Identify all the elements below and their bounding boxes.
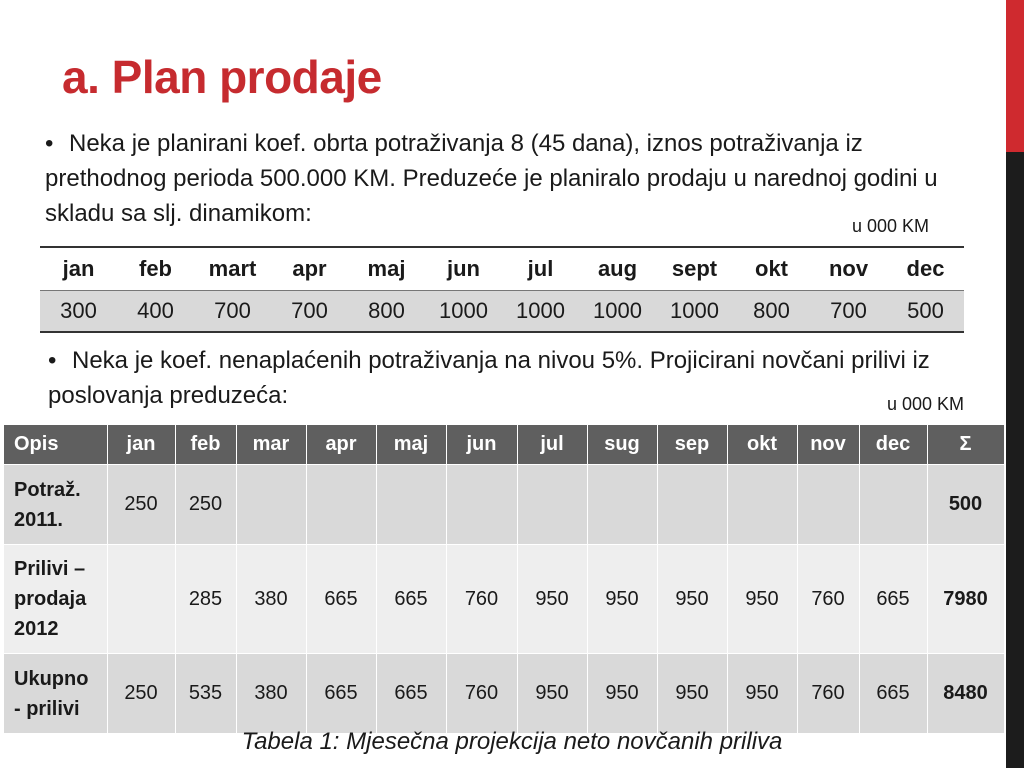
table-cell bbox=[446, 465, 517, 545]
sales-header-cell: mart bbox=[194, 247, 271, 291]
side-bar-accent bbox=[1006, 0, 1024, 152]
inflow-header-cell: maj bbox=[376, 425, 446, 465]
table-cell: 950 bbox=[727, 654, 797, 734]
table-cell: 665 bbox=[376, 545, 446, 654]
sales-header-cell: feb bbox=[117, 247, 194, 291]
table-cell: 760 bbox=[446, 545, 517, 654]
table-cell: 950 bbox=[517, 654, 587, 734]
inflow-header-cell: Opis bbox=[4, 425, 107, 465]
sales-value-cell: 1000 bbox=[656, 291, 733, 333]
table-cell: 950 bbox=[727, 545, 797, 654]
row-label: Prilivi – prodaja 2012 bbox=[4, 545, 107, 654]
bullet-2-text: Neka je koef. nenaplaćenih potraživanja na nivou 5%. Projicirani novčani prilivi iz poslovanja preduzeća: bbox=[48, 347, 930, 409]
table-cell: 250 bbox=[107, 465, 175, 545]
sales-value-cell: 800 bbox=[733, 291, 810, 333]
inflow-header-cell: mar bbox=[236, 425, 306, 465]
sales-header-cell: maj bbox=[348, 247, 425, 291]
sales-value-cell: 700 bbox=[810, 291, 887, 333]
row-total: 7980 bbox=[927, 545, 1004, 654]
sales-value-cell: 700 bbox=[194, 291, 271, 333]
table-cell bbox=[517, 465, 587, 545]
inflow-header-cell: sug bbox=[587, 425, 657, 465]
inflow-header-cell: jan bbox=[107, 425, 175, 465]
table-row bbox=[4, 654, 1004, 734]
table-cell bbox=[587, 465, 657, 545]
table-cell: 760 bbox=[446, 654, 517, 734]
sales-value-cell: 1000 bbox=[425, 291, 502, 333]
bullet-dot-icon: • bbox=[48, 347, 57, 374]
table-cell: 380 bbox=[236, 545, 306, 654]
table-cell: 950 bbox=[587, 545, 657, 654]
table-cell: 535 bbox=[175, 654, 236, 734]
sales-header-cell: nov bbox=[810, 247, 887, 291]
table-cell bbox=[107, 545, 175, 654]
row-total: 8480 bbox=[927, 654, 1004, 734]
inflow-header-cell: nov bbox=[797, 425, 859, 465]
table-cell bbox=[859, 465, 927, 545]
sales-header-row bbox=[40, 247, 964, 291]
sales-header-cell: jan bbox=[40, 247, 117, 291]
bullet-1-text: Neka je planirani koef. obrta potraživanja 8 (45 dana), iznos potraživanja iz prethodnog perioda 500.000 KM. Preduzeće je planiralo prodaju u narednoj godini u skladu sa slj. dinamikom: bbox=[45, 130, 938, 227]
table-cell: 760 bbox=[797, 545, 859, 654]
sales-value-cell: 1000 bbox=[579, 291, 656, 333]
inflow-header-cell: apr bbox=[306, 425, 376, 465]
sales-value-cell: 700 bbox=[271, 291, 348, 333]
inflow-header-row bbox=[4, 425, 1004, 465]
table-cell: 760 bbox=[797, 654, 859, 734]
sales-header-cell: okt bbox=[733, 247, 810, 291]
sales-header-cell: dec bbox=[887, 247, 964, 291]
cash-inflow-table bbox=[4, 425, 1005, 733]
table-cell: 665 bbox=[859, 654, 927, 734]
table-cell bbox=[797, 465, 859, 545]
table-cell: 950 bbox=[517, 545, 587, 654]
sales-value-cell: 800 bbox=[348, 291, 425, 333]
sales-header-cell: jul bbox=[502, 247, 579, 291]
table-row bbox=[4, 465, 1004, 545]
table-cell: 250 bbox=[107, 654, 175, 734]
table-cell: 950 bbox=[587, 654, 657, 734]
inflow-header-cell: Σ bbox=[927, 425, 1004, 465]
unit-note-2: u 000 KM bbox=[887, 394, 965, 414]
unit-note-1: u 000 KM bbox=[852, 216, 930, 236]
inflow-header-cell: jul bbox=[517, 425, 587, 465]
table-cell bbox=[657, 465, 727, 545]
row-label: Potraž. 2011. bbox=[4, 465, 107, 545]
table-cell bbox=[306, 465, 376, 545]
table-cell: 950 bbox=[657, 654, 727, 734]
sales-header-cell: apr bbox=[271, 247, 348, 291]
sales-value-cell: 400 bbox=[117, 291, 194, 333]
sales-value-cell: 500 bbox=[887, 291, 964, 333]
sales-value-row bbox=[40, 291, 964, 333]
table-cell: 665 bbox=[306, 654, 376, 734]
table-cell: 380 bbox=[236, 654, 306, 734]
bullet-text-2 bbox=[48, 343, 998, 413]
inflow-header-cell: feb bbox=[175, 425, 236, 465]
slide-side-bar bbox=[1006, 0, 1024, 768]
sales-header-cell: aug bbox=[579, 247, 656, 291]
inflow-header-cell: sep bbox=[657, 425, 727, 465]
table-caption: Tabela 1: Mjesečna projekcija neto novčanih priliva bbox=[241, 728, 783, 755]
slide-title: a. Plan prodaje bbox=[62, 51, 382, 103]
table-cell bbox=[236, 465, 306, 545]
table-row bbox=[4, 545, 1004, 654]
table-cell bbox=[376, 465, 446, 545]
table-cell: 665 bbox=[376, 654, 446, 734]
table-cell: 285 bbox=[175, 545, 236, 654]
row-total: 500 bbox=[927, 465, 1004, 545]
inflow-header-cell: dec bbox=[859, 425, 927, 465]
inflow-header-cell: jun bbox=[446, 425, 517, 465]
bullet-dot-icon: • bbox=[45, 130, 54, 157]
sales-header-cell: sept bbox=[656, 247, 733, 291]
sales-value-cell: 1000 bbox=[502, 291, 579, 333]
table-cell: 665 bbox=[306, 545, 376, 654]
inflow-header-cell: okt bbox=[727, 425, 797, 465]
bullet-text-1 bbox=[45, 126, 965, 231]
row-label: Ukupno - prilivi bbox=[4, 654, 107, 734]
table-cell: 950 bbox=[657, 545, 727, 654]
table-cell: 250 bbox=[175, 465, 236, 545]
table-cell bbox=[727, 465, 797, 545]
sales-value-cell: 300 bbox=[40, 291, 117, 333]
table-cell: 665 bbox=[859, 545, 927, 654]
sales-plan-table bbox=[40, 246, 964, 333]
sales-header-cell: jun bbox=[425, 247, 502, 291]
